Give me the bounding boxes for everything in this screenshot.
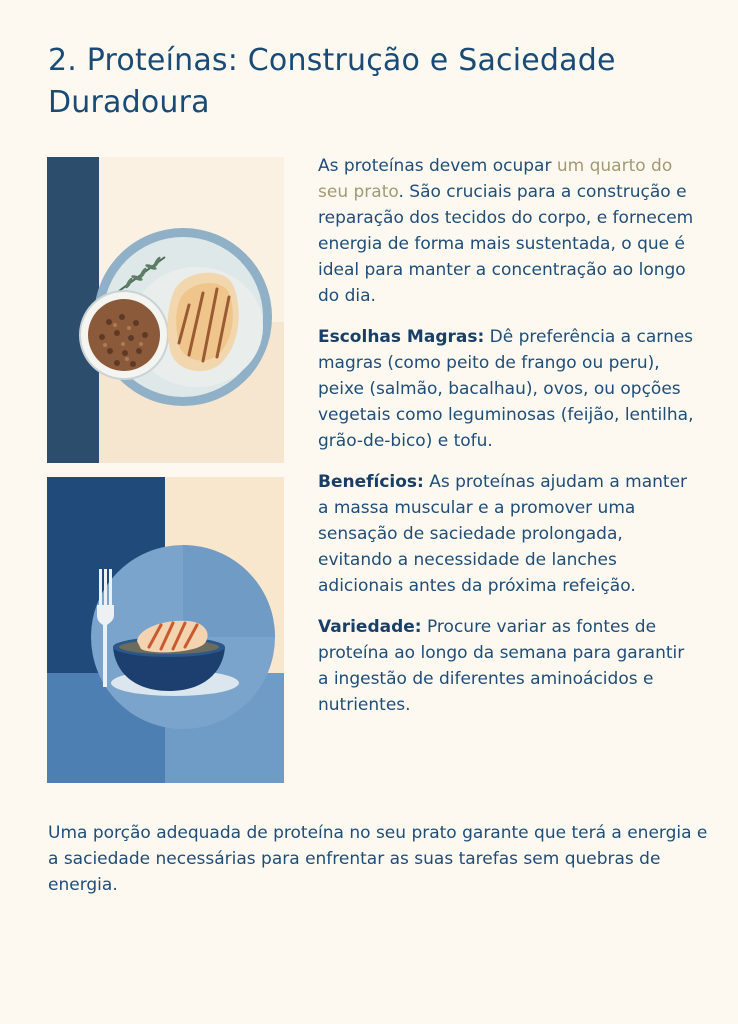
intro-paragraph: As proteínas devem ocupar um quarto do seu prato. São cruciais para a construção e reparação dos tecidos do corpo, e fornecem energia de forma mais sustentada, o que é ideal para manter a concentração ao longo do dia.: [318, 156, 694, 306]
text-column: [318, 153, 698, 733]
section-label: Benefícios:: [318, 472, 424, 492]
plate-with-chicken-and-lentils-illustration: [47, 157, 284, 463]
section-variety: [318, 614, 698, 718]
highlight-text: um quarto do seu prato: [318, 156, 673, 202]
section-text: As proteínas ajudam a manter a massa muscular e a promover uma sensação de saciedade prolongada, evitando a necessidade de lanches adicionais antes da próxima refeição.: [318, 472, 688, 596]
section-benefits: [318, 469, 698, 599]
section-text: Procure variar as fontes de proteína ao longo da semana para garantir a ingestão de diferentes aminoácidos e nutrientes.: [318, 617, 685, 715]
section-lean-choices: [318, 324, 698, 454]
page-title: 2. Proteínas: Construção e Saciedade Duradoura: [48, 43, 616, 120]
section-label: Escolhas Magras:: [318, 327, 485, 347]
closing-paragraph: Uma porção adequada de proteína no seu prato garante que terá a energia e a saciedade necessárias para enfrentar as suas tarefas sem quebras de energia.: [48, 823, 708, 895]
section-text: Dê preferência a carnes magras (como peito de frango ou peru), peixe (salmão, bacalhau), ovos, ou opções vegetais como leguminosas (feijão, lentilha, grão-de-bico) e tofu.: [318, 327, 694, 451]
bowl-with-grilled-chicken-illustration: [47, 477, 284, 783]
section-label: Variedade:: [318, 617, 422, 637]
